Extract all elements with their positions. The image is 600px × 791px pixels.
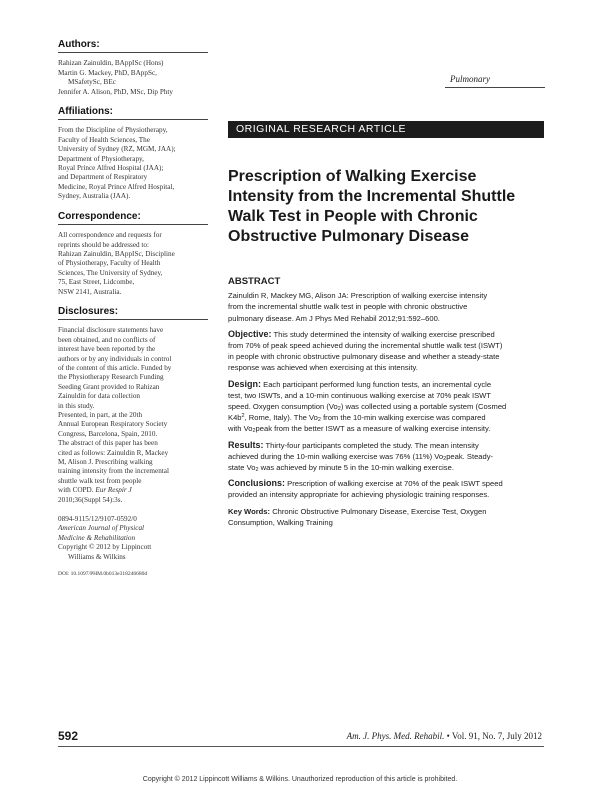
section-label: Pulmonary xyxy=(450,74,490,84)
disclosure-line: cited as follows: Zainuldin R, Mackey xyxy=(58,448,169,457)
disclosure-line: training intensity from the incremental xyxy=(58,467,169,476)
disclosure-cite-prefix: with COPD. xyxy=(58,486,94,495)
results-text: peak. Steady- xyxy=(446,451,494,461)
correspondence-line: Sciences, The University of Sydney, xyxy=(58,268,163,277)
affiliations-heading: Affiliations: xyxy=(58,106,113,118)
affiliation-line: Royal Prince Alfred Hospital (JAA); xyxy=(58,164,164,173)
affiliation-line: Medicine, Royal Prince Alfred Hospital, xyxy=(58,182,175,191)
correspondence-heading: Correspondence: xyxy=(58,210,141,222)
conclusions-label: Conclusions: xyxy=(228,478,286,489)
authors-heading: Authors: xyxy=(58,39,100,50)
affiliation-line: Sydney, Australia (JAA). xyxy=(58,192,131,201)
conclusions-line xyxy=(228,478,544,489)
affiliation-line: Faculty of Health Sciences, The xyxy=(58,135,150,144)
results-paragraph xyxy=(228,440,544,474)
affiliations-section xyxy=(58,107,208,202)
design-text: ) was collected using a portable system (Cosmed xyxy=(340,402,507,412)
affiliation-line: Department of Physiotherapy, xyxy=(58,154,144,163)
disclosure-line xyxy=(58,486,208,495)
disclosures-heading: Disclosures: xyxy=(58,305,119,317)
disclosure-line: in this study. xyxy=(58,401,95,410)
title-line: Prescription of Walking Exercise xyxy=(228,168,477,185)
abstract-heading: ABSTRACT xyxy=(228,276,281,287)
cited-journal: Eur Respir J xyxy=(95,486,132,495)
objective-line: from 70% of peak speed achieved during the incremental shuttle walk test (ISWT) xyxy=(228,341,503,351)
disclosure-line: Congress, Barcelona, Spain, 2010. xyxy=(58,429,158,438)
correspondence-line: 75, East Street, Lidcombe, xyxy=(58,278,135,287)
superscript: 2 xyxy=(241,413,245,420)
correspondence-section xyxy=(58,212,208,297)
disclosure-line: of the content of this article. Funded by xyxy=(58,363,172,372)
title-line: Walk Test in People with Chronic xyxy=(228,208,478,225)
author-line: MSafetySc, BEc xyxy=(68,78,116,87)
results-label: Results: xyxy=(228,439,264,450)
doi: DOI: 10.1097/PHM.0b013e318246680d xyxy=(58,571,148,578)
subscript: 2 xyxy=(443,455,447,462)
subscript: 2 xyxy=(317,417,321,424)
disclosure-line: Presented, in part, at the 20th xyxy=(58,411,143,419)
subscript: 2 xyxy=(252,428,256,435)
left-sidebar xyxy=(58,40,208,590)
authors-section xyxy=(58,40,208,97)
objective-text: This study determined the intensity of walking exercise prescribed xyxy=(273,329,495,339)
page-number: 592 xyxy=(58,729,79,743)
author-line: Martin G. Mackey, PhD, BAppSc, xyxy=(58,68,157,77)
disclosure-line: authors or by any individuals in control xyxy=(58,354,172,363)
conclusions-paragraph xyxy=(228,478,544,500)
author-line: Jennifer A. Alison, PhD, MSc, Dip Phty xyxy=(58,87,174,96)
article-type-banner: ORIGINAL RESEARCH ARTICLE xyxy=(228,121,544,138)
publication-info xyxy=(58,515,208,579)
results-text: state Vo xyxy=(228,463,256,473)
design-line xyxy=(228,379,544,390)
results-text: Thirty-four participants completed the study. The mean intensity xyxy=(265,440,479,450)
journal-name-line: Medicine & Rehabilitation xyxy=(58,533,136,542)
issn: 0894-9115/12/9107-0592/0 xyxy=(58,515,137,524)
journal-volume: • Vol. 91, No. 7, July 2012 xyxy=(446,731,542,741)
correspondence-line: All correspondence and requests for xyxy=(58,231,162,240)
design-text: peak from the better ISWT as a measure of walking exercise intensity. xyxy=(255,424,491,434)
keywords-line: Consumption, Walking Training xyxy=(228,517,333,527)
affiliation-line: University of Sydney (RZ, MGM, JAA); xyxy=(58,145,176,154)
keywords-text: Chronic Obstructive Pulmonary Disease, Exercise Test, Oxygen xyxy=(272,506,487,516)
design-line xyxy=(228,423,544,434)
design-line: test, two ISWTs, and a 10-min continuous walking exercise at 70% peak ISWT xyxy=(228,390,491,400)
conclusions-line: provided an intensity appropriate for achieving physiologic training responses. xyxy=(228,490,490,500)
disclosure-line: Seeding Grant provided to Rahizan xyxy=(58,382,160,391)
correspondence-line: NSW 2141, Australia. xyxy=(58,287,122,296)
disclosure-line: Annual European Respiratory Society xyxy=(58,420,168,429)
disclosures-section xyxy=(58,307,208,505)
title-line: Intensity from the Incremental Shuttle xyxy=(228,188,516,205)
divider xyxy=(58,746,544,747)
citation-line: pulmonary disease. Am J Phys Med Rehabil 2012;91:592–600. xyxy=(228,313,440,323)
abstract xyxy=(228,276,544,533)
disclosure-line: M, Alison J. Prescribing walking xyxy=(58,458,153,467)
disclosure-line: 2010;36(Suppl 54):3s. xyxy=(58,495,123,504)
design-text: K4b xyxy=(228,413,242,423)
affiliation-line: From the Discipline of Physiotherapy, xyxy=(58,126,168,135)
subscript: 2 xyxy=(255,467,259,474)
article-title xyxy=(228,167,548,247)
disclosure-line: the Physiotherapy Research Funding xyxy=(58,373,164,382)
design-line xyxy=(228,412,544,423)
correspondence-line: of Physiotherapy, Faculty of Health xyxy=(58,259,161,268)
conclusions-text: Prescription of walking exercise at 70% of the peak ISWT speed xyxy=(287,479,503,489)
results-line xyxy=(228,451,544,462)
objective-line: in people with chronic obstructive pulmonary disease and whether a steady-state xyxy=(228,352,500,362)
keywords-label: Key Words: xyxy=(228,506,271,516)
design-text: from the 10-min walking exercise was compared xyxy=(320,413,486,423)
title-line: Obstructive Pulmonary Disease xyxy=(228,228,469,245)
divider xyxy=(58,224,208,225)
keywords-paragraph xyxy=(228,506,544,528)
design-line xyxy=(228,401,544,412)
design-text: Each participant performed lung function tests, an incremental cycle xyxy=(263,379,492,389)
journal-footer xyxy=(347,731,542,741)
results-text: achieved during the 10-min walking exercise was 76% (11%) Vo xyxy=(228,451,444,461)
design-paragraph xyxy=(228,379,544,435)
citation-line: from the incremental shuttle walk test in people with chronic obstructive xyxy=(228,302,468,312)
disclosure-line: Zainuldin for data collection xyxy=(58,392,141,401)
design-text: , Rome, Italy). The Vo xyxy=(244,413,318,423)
disclosure-line: Financial disclosure statements have xyxy=(58,326,164,335)
correspondence-line: reprints should be addressed to: xyxy=(58,240,150,249)
journal-name-line: American Journal of Physical xyxy=(58,524,145,533)
design-text: with Vo xyxy=(228,424,253,434)
results-line xyxy=(228,440,544,451)
author-line: Rahizan Zainuldin, BAppISc (Hons) xyxy=(58,59,164,68)
disclosure-line: been obtained, and no conflicts of xyxy=(58,335,156,344)
copyright-line: Williams & Wilkins xyxy=(68,552,126,561)
divider xyxy=(445,87,545,88)
affiliation-line: and Department of Respiratory xyxy=(58,173,148,182)
abstract-citation xyxy=(228,290,544,324)
disclosure-line: interest have been reported by the xyxy=(58,345,156,354)
objective-line xyxy=(228,329,544,340)
objective-paragraph xyxy=(228,329,544,374)
design-text: speed. Oxygen consumption (Vo xyxy=(228,402,338,412)
copyright-notice: Copyright © 2012 Lippincott Williams & Wilkins. Unauthorized reproduction of this article is prohibited. xyxy=(142,776,458,783)
divider xyxy=(58,319,208,320)
results-line xyxy=(228,462,544,473)
objective-label: Objective: xyxy=(228,328,272,339)
results-text: was achieved by minute 5 in the 10-min walking exercise. xyxy=(258,463,454,473)
copyright-line: Copyright © 2012 by Lippincott xyxy=(58,543,152,552)
disclosure-line: The abstract of this paper has been xyxy=(58,439,158,448)
journal-abbrev: Am. J. Phys. Med. Rehabil. xyxy=(346,731,445,741)
objective-line: response was achieved when exercising at this intensity. xyxy=(228,363,418,373)
keywords-line xyxy=(228,506,544,517)
design-label: Design: xyxy=(228,378,262,389)
citation-line: Zainuldin R, Mackey MG, Alison JA: Prescription of walking exercise intensity xyxy=(228,291,488,301)
divider xyxy=(58,52,208,53)
disclosure-line: shuttle walk test from people xyxy=(58,476,142,485)
correspondence-line: Rahizan Zainuldin, BAppISc, Discipline xyxy=(58,249,175,258)
divider xyxy=(58,119,208,120)
subscript: 2 xyxy=(337,406,341,413)
